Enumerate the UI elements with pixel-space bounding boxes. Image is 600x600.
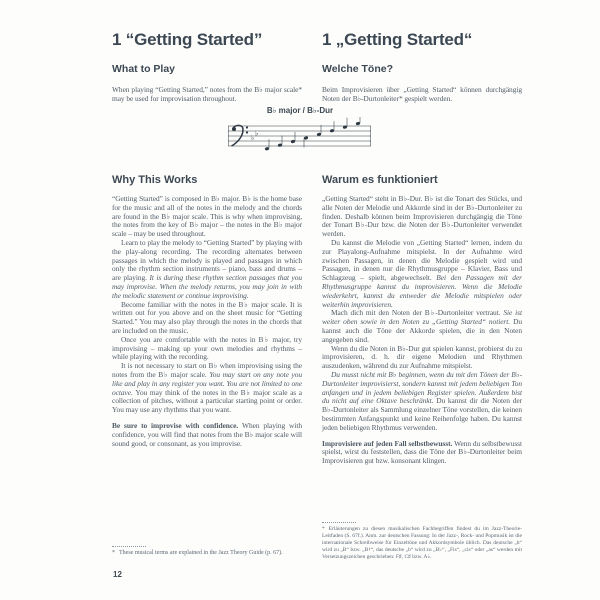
text-segment: Du musst nicht mit B♭ beginnen, wenn du mit den Tönen der B♭-Durtonleiter improvisierst, sondern kannst mit jedem beliebigen Ton anfangen und in jedem beliebigen Register spielen. Außerdem bist du nicht auf eine Oktave beschränkt. [322, 369, 522, 406]
german-intro [322, 86, 522, 104]
text-segment: “Getting Started” is composed in B♭ major. B♭ is the home base for the music and all of the notes in the melody and the chords are found in the B♭ major scale. This is why when improvising, the notes from the key of B♭ major – the notes in the B♭ major scale – may be used throughout. [112, 194, 302, 239]
paragraph [112, 301, 302, 336]
text-segment: Beim Improvisieren über „Getting Started“ können durchgängig Noten der B♭-Durtonleiter* gespielt werden. [322, 85, 522, 103]
text-segment: When playing “Getting Started,” notes from the B♭ major scale* may be used for improvisation throughout. [112, 85, 302, 103]
text-segment: Du kannst die Melodie von „Getting Started“ lernen, indem du zur Playalong-Aufnahme mitspielst. In der Aufnahme wird zwischen Passagen, in denen die Melodie gespielt wird und Passagen, in denen nur die Rhythmusgruppe – Klavier, Bass und Schlagzeug – spielt, abgewechselt. [322, 237, 522, 283]
footnote-body: These musical terms are explained in the Jazz Theory Guide (p. 67). [119, 550, 283, 556]
english-section-heading: Why This Works [112, 174, 198, 186]
text-segment: Du kannst auch die Töne der Akkorde spielen, die in den Noten angegeben sind. [322, 317, 522, 344]
footnote-rule [322, 522, 356, 523]
english-body [112, 195, 302, 448]
english-intro [112, 86, 302, 104]
paragraph [322, 371, 522, 433]
key-signature-flats [251, 130, 258, 143]
paragraph [112, 239, 302, 301]
text-segment: Bei den Passagen mit der Rhythmusgruppe kannst du improvisieren. Wenn die Melodie wiederkehrt, kannst du entweder die Melodie mitspielen oder weiterhin improvisieren. [322, 273, 522, 309]
text-segment: Wenn du selbstbewusst spielst, wirst du feststellen, dass die Töne der B♭-Durtonleiter beim Improvisieren gut bzw. konsonant klingen. [322, 438, 522, 466]
text-segment: Learn to play the melody to “Getting Started” by playing with the play-along recording. The recording alternates between passages in which the melody is played and passages in which only the rhythm section instruments – piano, bass and drums – are playing. [112, 237, 302, 283]
english-section [112, 174, 302, 448]
footnote-asterisk: * [322, 526, 325, 532]
german-subhead: Welche Töne? [322, 63, 393, 75]
german-footnote-text [322, 526, 522, 561]
text-segment: When playing with confidence, you will find that notes from the B♭ major scale will sound good, or consonant, as you improvise. [112, 420, 302, 448]
bass-clef-staff [226, 117, 374, 153]
german-section [322, 174, 522, 466]
german-footnote [322, 522, 522, 561]
text-segment: It is not necessary to start on B♭ when improvising using the notes from the B♭ major scale. [112, 361, 302, 379]
german-intro-paragraph [322, 86, 522, 104]
paragraph [322, 309, 522, 344]
text-segment: „Getting Started“ steht in B♭-Dur. B♭ ist die Tonart des Stücks, und alle Noten der Melodie und Akkorde sind in der B♭-Durtonleiter zu finden. Deshalb können beim Improvisieren durchgängig die Töne der Tonart B♭-Dur bzw. die Noten der B♭-Durtonleiter verwendet werden. [322, 194, 522, 239]
flat-sign-icon: ♭ [251, 134, 255, 142]
text-segment: Become familiar with the notes in the B♭ major scale. It is written out for you above and on the sheet music for “Getting Started.” You may also play through the notes in the chords that are included on the music. [112, 299, 302, 335]
text-segment: It is during these rhythm section passages that you may improvise. When the melody returns, you may join in with the melodic statement or continue improvising. [112, 273, 302, 300]
german-body [322, 195, 522, 466]
text-segment: Be sure to improvise with confidence. [112, 420, 243, 430]
text-segment: You may start on any note you like and play in any register you want. You are not limited to one octave. [112, 369, 302, 397]
paragraph [112, 195, 302, 239]
bass-clef-icon [232, 125, 249, 146]
text-segment: Mach dich mit den Noten der B♭-Durtonleiter vertraut. [331, 308, 504, 318]
paragraph [112, 422, 302, 448]
text-segment: Improvisiere auf jeden Fall selbstbewusst. [322, 438, 455, 448]
text-segment: Once you are comfortable with the notes in B♭ major, try improvising – making up your own melodies and rhythms – while playing with the recording. [112, 334, 302, 362]
scale-notes [265, 117, 361, 151]
text-segment: Wenn du die Noten in B♭-Dur gut spielen kannst, probierst du zu improvisieren, d. h. dir eigene Melodien und Rhythmen auszudenken, während du zur Aufnahme mitspielst. [322, 343, 522, 371]
english-footnote-text [112, 550, 302, 557]
paragraph [322, 239, 522, 309]
english-footnote [112, 546, 302, 557]
text-segment: You may think of the notes in the B♭ major scale as a collection of pitches, without a particular starting point or order. You may use any rhythms that you want. [112, 387, 302, 415]
footnote-body: Erläuterungen zu diesen musikalischen Fachbegriffen findest du im Jazz-Theorie-Leitfaden (S. 67f.). Anm. zur deutschen Fassung: In der Jazz-, Rock- und Popmusik ist die internationale Schreibweise für Einzeltöne und Akkordsymbole üblich. Das deutsche „h“ wird zu „B“ bzw. „B♮“, das deutsche „b“ wird zu „B♭“, „Fis“, „cis“ oder „as“ werden mit Versetzungszeichen geschrieben: F♯, C♯ bzw. A♭. [322, 526, 522, 560]
english-intro-paragraph [112, 86, 302, 104]
english-title: 1 “Getting Started” [112, 30, 263, 49]
staff-lines [228, 126, 371, 146]
paragraph [322, 345, 522, 371]
paragraph [322, 195, 522, 239]
paragraph [112, 336, 302, 362]
german-section-heading: Warum es funktioniert [322, 174, 438, 186]
text-segment: Du kannst dir die Noten der B♭-Durtonleiter als Sammlung einzelner Töne vorstellen, die keinen bestimmten Anfangspunkt und keine Reihenfolge haben. Du kannst jeden beliebigen Rhythmus verwenden. [322, 396, 522, 432]
german-column-header [322, 30, 522, 104]
footnote-rule [112, 546, 146, 547]
paragraph [322, 440, 522, 466]
english-subhead: What to Play [112, 63, 176, 75]
music-example [226, 106, 374, 153]
german-title: 1 „Getting Started“ [322, 30, 473, 49]
page-number: 12 [113, 570, 122, 579]
text-segment: Sie ist weiter oben sowie in den Noten zu „Getting Started“ notiert. [322, 308, 523, 327]
paragraph [112, 362, 302, 415]
english-column-header [112, 30, 302, 104]
flat-sign-icon: ♭ [255, 129, 259, 138]
staff-key-label: B♭ major / B♭-Dur [266, 106, 334, 115]
footnote-asterisk: * [112, 550, 115, 556]
